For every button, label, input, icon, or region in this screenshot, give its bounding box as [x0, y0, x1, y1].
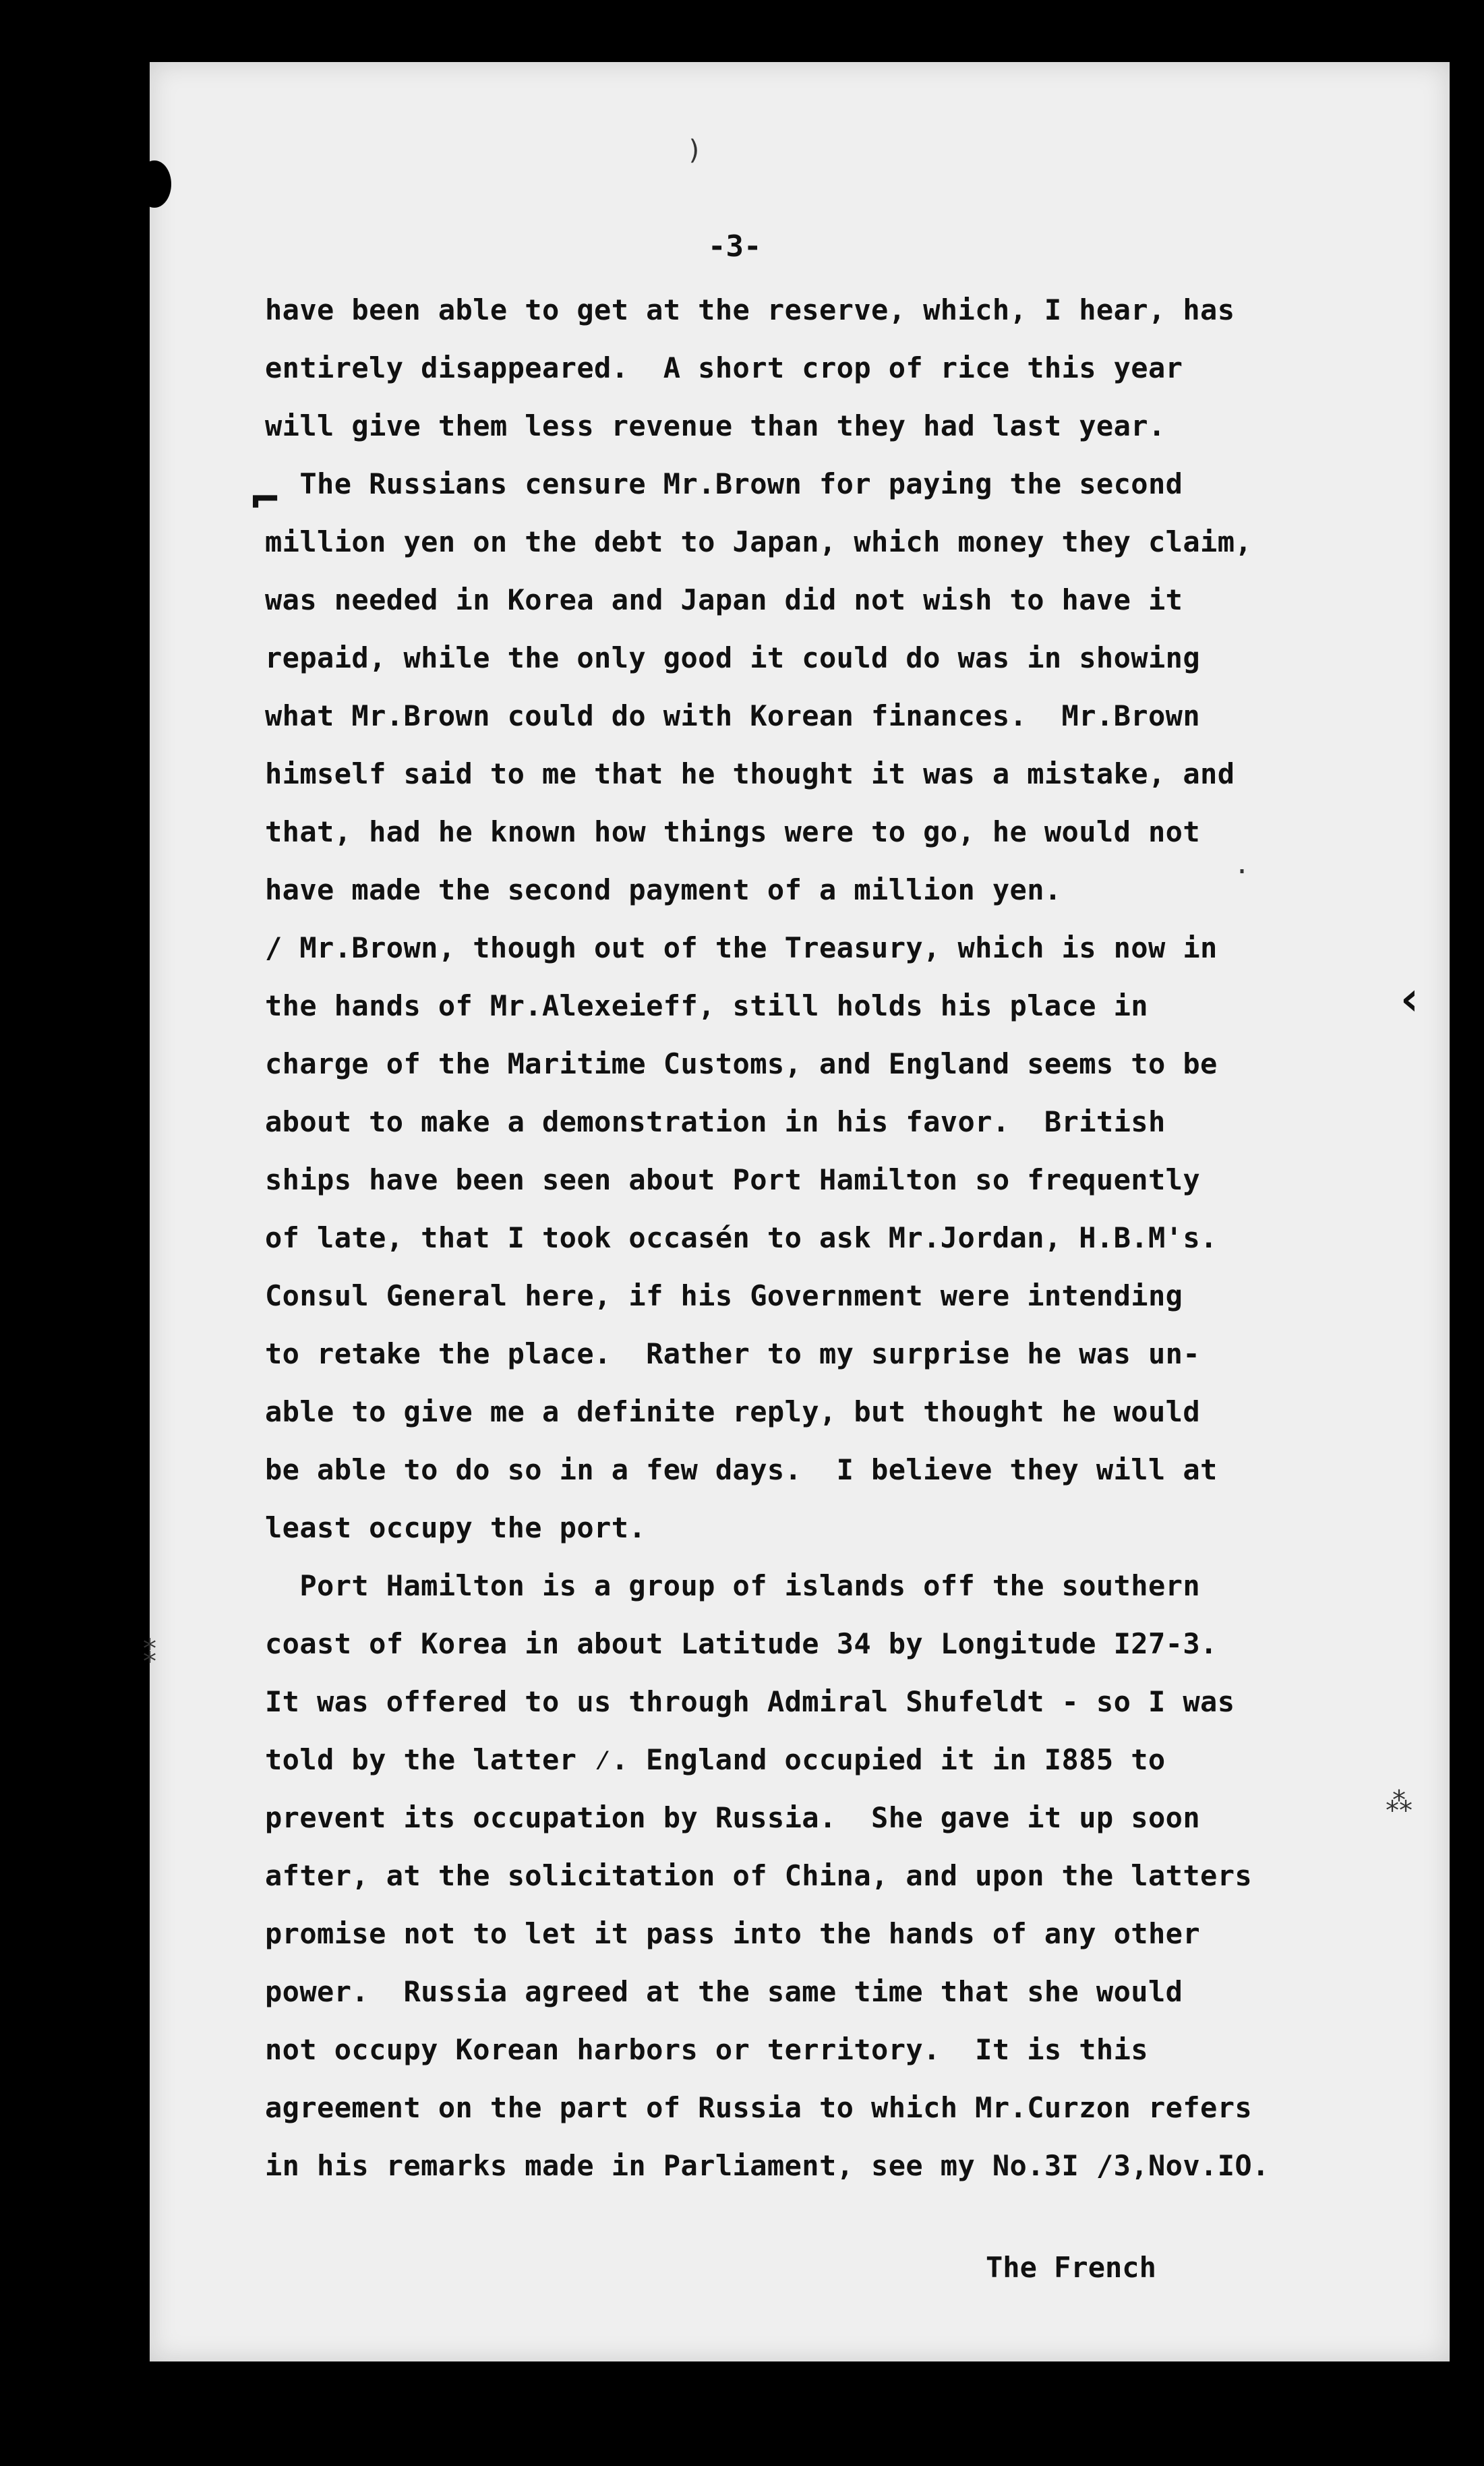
text-line: charge of the Maritime Customs, and England seems to be [265, 1047, 1218, 1080]
text-line: have made the second payment of a million yen. [265, 873, 1062, 906]
text-line: repaid, while the only good it could do was in showing [265, 641, 1201, 674]
text-line: not occupy Korean harbors or territory. It is this [265, 2033, 1148, 2066]
text-line: what Mr.Brown could do with Korean finances. Mr.Brown [265, 699, 1201, 732]
text-line: Port Hamilton is a group of islands off the southern [265, 1569, 1201, 1602]
text-line: of late, that I took occasén to ask Mr.Jordan, H.B.M's. [265, 1221, 1218, 1254]
text-line: least occupy the port. [265, 1511, 647, 1544]
margin-tick-mark: ‹ [1396, 971, 1425, 1026]
text-line: The Russians censure Mr.Brown for paying the second [265, 467, 1183, 500]
text-line: be able to do so in a few days. I believe they will at [265, 1453, 1218, 1486]
punch-hole [138, 160, 171, 208]
document-page [150, 62, 1450, 2361]
text-line: was needed in Korea and Japan did not wish to have it [265, 583, 1183, 616]
text-line: told by the latter ⁄. England occupied it in I885 to [265, 1743, 1166, 1776]
text-line: million yen on the debt to Japan, which money they claim, [265, 525, 1253, 558]
margin-bracket-mark: ⌐ [251, 472, 280, 527]
text-line: Consul General here, if his Government were intending [265, 1279, 1183, 1312]
scan-speck: ) [686, 135, 703, 166]
text-line: able to give me a definite reply, but thought he would [265, 1395, 1201, 1428]
text-line: It was offered to us through Admiral Shufeldt - so I was [265, 1685, 1235, 1718]
scan-speck: ⁑ [143, 1639, 156, 1670]
text-line: ships have been seen about Port Hamilton so frequently [265, 1163, 1201, 1196]
text-line: promise not to let it pass into the hands of any other [265, 1917, 1201, 1950]
text-line: will give them less revenue than they had last year. [265, 409, 1166, 442]
text-line: about to make a demonstration in his favor. British [265, 1105, 1166, 1138]
text-line: coast of Korea in about Latitude 34 by Longitude I27-3. [265, 1627, 1218, 1660]
page-number: -3- [708, 229, 762, 264]
text-line: / Mr.Brown, though out of the Treasury, which is now in [265, 931, 1218, 964]
text-line: in his remarks made in Parliament, see my No.3I /3,Nov.IO. [265, 2149, 1270, 2182]
scan-speck: ⁂ [1386, 1787, 1413, 1818]
text-line: have been able to get at the reserve, which, I hear, has [265, 293, 1235, 326]
text-line: himself said to me that he thought it was a mistake, and [265, 757, 1235, 790]
text-line: to retake the place. Rather to my surprise he was un- [265, 1337, 1201, 1370]
text-line: that, had he known how things were to go, he would not [265, 815, 1201, 848]
scan-speck: · [1234, 856, 1251, 887]
text-line: power. Russia agreed at the same time that she would [265, 1975, 1183, 2008]
text-line: entirely disappeared. A short crop of rice this year [265, 351, 1183, 384]
text-line: prevent its occupation by Russia. She gave it up soon [265, 1801, 1201, 1834]
text-line: agreement on the part of Russia to which Mr.Curzon refers [265, 2091, 1253, 2124]
text-line: after, at the solicitation of China, and upon the latters [265, 1859, 1253, 1892]
catchword: The French [986, 2251, 1156, 2284]
text-line: the hands of Mr.Alexeieff, still holds his place in [265, 989, 1148, 1022]
